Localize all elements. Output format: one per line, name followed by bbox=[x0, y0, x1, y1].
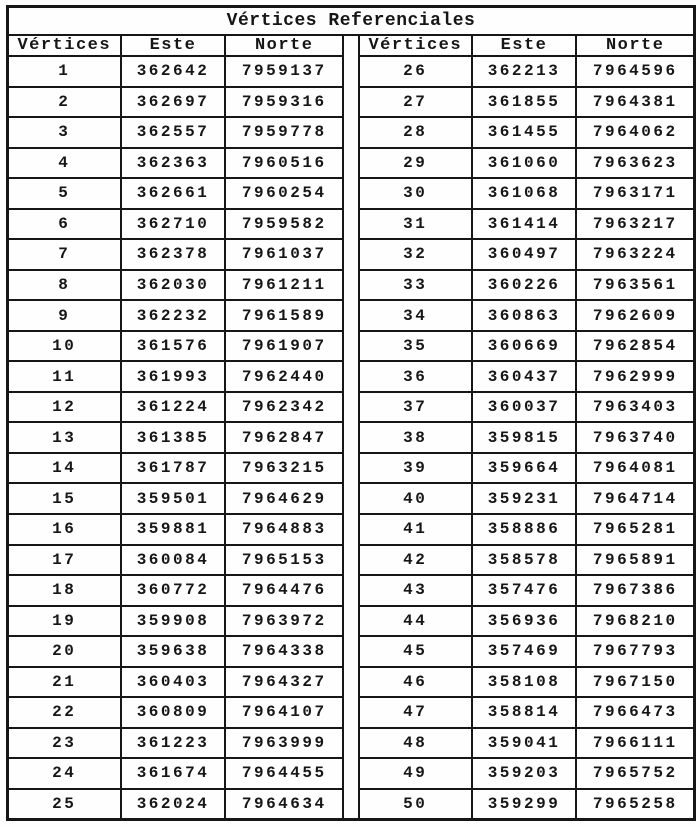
norte-cell: 7964062 bbox=[576, 117, 693, 148]
vertices-table-frame bbox=[6, 5, 696, 821]
norte-cell: 7962440 bbox=[225, 361, 342, 392]
norte-cell: 7963403 bbox=[576, 392, 693, 423]
table-divider bbox=[342, 36, 360, 818]
este-cell: 361455 bbox=[472, 117, 577, 148]
este-cell: 359908 bbox=[121, 606, 226, 637]
norte-cell: 7960254 bbox=[225, 178, 342, 209]
norte-cell: 7963215 bbox=[225, 453, 342, 484]
norte-cell: 7959582 bbox=[225, 209, 342, 240]
table-row bbox=[360, 331, 693, 362]
este-cell: 362661 bbox=[121, 178, 226, 209]
table-row bbox=[9, 300, 342, 331]
vertex-cell: 17 bbox=[9, 545, 121, 576]
norte-cell: 7966473 bbox=[576, 697, 693, 728]
vertex-cell: 20 bbox=[9, 636, 121, 667]
vertex-cell: 16 bbox=[9, 514, 121, 545]
table-row bbox=[9, 422, 342, 453]
norte-cell: 7964883 bbox=[225, 514, 342, 545]
este-cell: 362710 bbox=[121, 209, 226, 240]
vertex-cell: 22 bbox=[9, 697, 121, 728]
table-row bbox=[360, 56, 693, 87]
este-cell: 360809 bbox=[121, 697, 226, 728]
vertex-cell: 4 bbox=[9, 148, 121, 179]
este-cell: 362363 bbox=[121, 148, 226, 179]
table-row bbox=[360, 209, 693, 240]
table-row bbox=[360, 789, 693, 818]
vertex-cell: 44 bbox=[360, 606, 472, 637]
table-row bbox=[9, 667, 342, 698]
header-row bbox=[360, 36, 693, 56]
table-row bbox=[360, 300, 693, 331]
vertex-cell: 18 bbox=[9, 575, 121, 606]
este-cell: 359664 bbox=[472, 453, 577, 484]
vertex-cell: 41 bbox=[360, 514, 472, 545]
table-row bbox=[360, 392, 693, 423]
este-cell: 360772 bbox=[121, 575, 226, 606]
vertices-table-left bbox=[9, 36, 342, 818]
vertex-cell: 40 bbox=[360, 483, 472, 514]
este-cell: 362378 bbox=[121, 239, 226, 270]
tables-container bbox=[9, 36, 693, 818]
table-row bbox=[360, 758, 693, 789]
vertex-cell: 19 bbox=[9, 606, 121, 637]
table-row bbox=[360, 422, 693, 453]
este-cell: 360403 bbox=[121, 667, 226, 698]
table-row bbox=[360, 667, 693, 698]
este-cell: 356936 bbox=[472, 606, 577, 637]
table-row bbox=[360, 148, 693, 179]
norte-cell: 7965258 bbox=[576, 789, 693, 818]
vertex-cell: 7 bbox=[9, 239, 121, 270]
vertex-cell: 47 bbox=[360, 697, 472, 728]
table-row bbox=[360, 483, 693, 514]
table-row bbox=[9, 728, 342, 759]
vertex-cell: 9 bbox=[9, 300, 121, 331]
norte-cell: 7961589 bbox=[225, 300, 342, 331]
vertex-cell: 23 bbox=[9, 728, 121, 759]
table-row bbox=[9, 483, 342, 514]
norte-cell: 7964455 bbox=[225, 758, 342, 789]
este-cell: 359638 bbox=[121, 636, 226, 667]
vertex-cell: 46 bbox=[360, 667, 472, 698]
vertex-cell: 26 bbox=[360, 56, 472, 87]
table-row bbox=[9, 331, 342, 362]
vertex-cell: 25 bbox=[9, 789, 121, 818]
este-cell: 359203 bbox=[472, 758, 577, 789]
este-cell: 360669 bbox=[472, 331, 577, 362]
vertex-cell: 24 bbox=[9, 758, 121, 789]
table-row bbox=[9, 514, 342, 545]
norte-cell: 7963561 bbox=[576, 270, 693, 301]
table-row bbox=[9, 697, 342, 728]
table-row bbox=[9, 148, 342, 179]
column-header-este: Este bbox=[472, 36, 577, 56]
vertex-cell: 12 bbox=[9, 392, 121, 423]
vertex-cell: 50 bbox=[360, 789, 472, 818]
este-cell: 360497 bbox=[472, 239, 577, 270]
este-cell: 361224 bbox=[121, 392, 226, 423]
norte-cell: 7960516 bbox=[225, 148, 342, 179]
table-row bbox=[360, 606, 693, 637]
este-cell: 360437 bbox=[472, 361, 577, 392]
table-row bbox=[9, 270, 342, 301]
norte-cell: 7963171 bbox=[576, 178, 693, 209]
este-cell: 358814 bbox=[472, 697, 577, 728]
norte-cell: 7964596 bbox=[576, 56, 693, 87]
table-row bbox=[9, 789, 342, 818]
table-row bbox=[9, 392, 342, 423]
vertices-table-right bbox=[360, 36, 693, 818]
norte-cell: 7966111 bbox=[576, 728, 693, 759]
este-cell: 360037 bbox=[472, 392, 577, 423]
norte-cell: 7965153 bbox=[225, 545, 342, 576]
este-cell: 361855 bbox=[472, 87, 577, 118]
este-cell: 361060 bbox=[472, 148, 577, 179]
vertex-cell: 6 bbox=[9, 209, 121, 240]
este-cell: 359881 bbox=[121, 514, 226, 545]
vertex-cell: 36 bbox=[360, 361, 472, 392]
table-row bbox=[360, 178, 693, 209]
column-header-vertices: Vértices bbox=[9, 36, 121, 56]
table-row bbox=[9, 575, 342, 606]
table-row bbox=[360, 636, 693, 667]
norte-cell: 7967150 bbox=[576, 667, 693, 698]
norte-cell: 7965281 bbox=[576, 514, 693, 545]
table-row bbox=[360, 361, 693, 392]
este-cell: 361223 bbox=[121, 728, 226, 759]
este-cell: 359041 bbox=[472, 728, 577, 759]
norte-cell: 7963972 bbox=[225, 606, 342, 637]
table-row bbox=[360, 87, 693, 118]
norte-cell: 7967386 bbox=[576, 575, 693, 606]
norte-cell: 7962847 bbox=[225, 422, 342, 453]
norte-cell: 7959137 bbox=[225, 56, 342, 87]
norte-cell: 7965752 bbox=[576, 758, 693, 789]
norte-cell: 7959316 bbox=[225, 87, 342, 118]
este-cell: 362213 bbox=[472, 56, 577, 87]
column-header-norte: Norte bbox=[225, 36, 342, 56]
norte-cell: 7964634 bbox=[225, 789, 342, 818]
norte-cell: 7963999 bbox=[225, 728, 342, 759]
table-row bbox=[9, 117, 342, 148]
vertex-cell: 42 bbox=[360, 545, 472, 576]
table-row bbox=[9, 361, 342, 392]
vertex-cell: 10 bbox=[9, 331, 121, 362]
este-cell: 358578 bbox=[472, 545, 577, 576]
este-cell: 360084 bbox=[121, 545, 226, 576]
vertex-cell: 43 bbox=[360, 575, 472, 606]
column-header-vertices: Vértices bbox=[360, 36, 472, 56]
vertex-cell: 48 bbox=[360, 728, 472, 759]
table-row bbox=[9, 239, 342, 270]
table-row bbox=[360, 728, 693, 759]
vertex-cell: 2 bbox=[9, 87, 121, 118]
vertex-cell: 34 bbox=[360, 300, 472, 331]
table-row bbox=[360, 545, 693, 576]
table-title: Vértices Referenciales bbox=[9, 8, 693, 36]
este-cell: 359231 bbox=[472, 483, 577, 514]
vertex-cell: 38 bbox=[360, 422, 472, 453]
table-row bbox=[9, 87, 342, 118]
table-row bbox=[360, 514, 693, 545]
norte-cell: 7964107 bbox=[225, 697, 342, 728]
norte-cell: 7964629 bbox=[225, 483, 342, 514]
table-row bbox=[360, 697, 693, 728]
este-cell: 362642 bbox=[121, 56, 226, 87]
vertex-cell: 28 bbox=[360, 117, 472, 148]
vertex-cell: 5 bbox=[9, 178, 121, 209]
norte-cell: 7963740 bbox=[576, 422, 693, 453]
norte-cell: 7964381 bbox=[576, 87, 693, 118]
este-cell: 361787 bbox=[121, 453, 226, 484]
este-cell: 360226 bbox=[472, 270, 577, 301]
este-cell: 357469 bbox=[472, 636, 577, 667]
norte-cell: 7961037 bbox=[225, 239, 342, 270]
vertex-cell: 35 bbox=[360, 331, 472, 362]
este-cell: 357476 bbox=[472, 575, 577, 606]
este-cell: 361414 bbox=[472, 209, 577, 240]
vertex-cell: 37 bbox=[360, 392, 472, 423]
table-row bbox=[9, 545, 342, 576]
este-cell: 362024 bbox=[121, 789, 226, 818]
table-row bbox=[360, 453, 693, 484]
table-row bbox=[9, 178, 342, 209]
este-cell: 362557 bbox=[121, 117, 226, 148]
este-cell: 361674 bbox=[121, 758, 226, 789]
column-header-este: Este bbox=[121, 36, 226, 56]
vertex-cell: 27 bbox=[360, 87, 472, 118]
este-cell: 359815 bbox=[472, 422, 577, 453]
norte-cell: 7963217 bbox=[576, 209, 693, 240]
vertex-cell: 21 bbox=[9, 667, 121, 698]
norte-cell: 7967793 bbox=[576, 636, 693, 667]
este-cell: 361993 bbox=[121, 361, 226, 392]
vertex-cell: 33 bbox=[360, 270, 472, 301]
vertex-cell: 14 bbox=[9, 453, 121, 484]
table-row bbox=[9, 606, 342, 637]
table-row bbox=[9, 453, 342, 484]
norte-cell: 7964714 bbox=[576, 483, 693, 514]
table-row bbox=[360, 270, 693, 301]
table-row bbox=[9, 56, 342, 87]
table-row bbox=[360, 239, 693, 270]
vertex-cell: 15 bbox=[9, 483, 121, 514]
column-header-norte: Norte bbox=[576, 36, 693, 56]
vertex-cell: 30 bbox=[360, 178, 472, 209]
este-cell: 360863 bbox=[472, 300, 577, 331]
este-cell: 362232 bbox=[121, 300, 226, 331]
table-row bbox=[9, 636, 342, 667]
header-row bbox=[9, 36, 342, 56]
este-cell: 359501 bbox=[121, 483, 226, 514]
este-cell: 361068 bbox=[472, 178, 577, 209]
este-cell: 361576 bbox=[121, 331, 226, 362]
vertex-cell: 11 bbox=[9, 361, 121, 392]
vertex-cell: 29 bbox=[360, 148, 472, 179]
norte-cell: 7962999 bbox=[576, 361, 693, 392]
norte-cell: 7959778 bbox=[225, 117, 342, 148]
vertex-cell: 49 bbox=[360, 758, 472, 789]
vertex-cell: 13 bbox=[9, 422, 121, 453]
norte-cell: 7961907 bbox=[225, 331, 342, 362]
este-cell: 362030 bbox=[121, 270, 226, 301]
este-cell: 361385 bbox=[121, 422, 226, 453]
este-cell: 358886 bbox=[472, 514, 577, 545]
vertex-cell: 39 bbox=[360, 453, 472, 484]
vertex-cell: 8 bbox=[9, 270, 121, 301]
table-row bbox=[360, 575, 693, 606]
norte-cell: 7962609 bbox=[576, 300, 693, 331]
norte-cell: 7964081 bbox=[576, 453, 693, 484]
norte-cell: 7964327 bbox=[225, 667, 342, 698]
vertex-cell: 31 bbox=[360, 209, 472, 240]
norte-cell: 7963224 bbox=[576, 239, 693, 270]
este-cell: 359299 bbox=[472, 789, 577, 818]
table-row bbox=[9, 209, 342, 240]
este-cell: 362697 bbox=[121, 87, 226, 118]
norte-cell: 7961211 bbox=[225, 270, 342, 301]
norte-cell: 7962342 bbox=[225, 392, 342, 423]
table-row bbox=[9, 758, 342, 789]
vertex-cell: 3 bbox=[9, 117, 121, 148]
norte-cell: 7968210 bbox=[576, 606, 693, 637]
vertex-cell: 32 bbox=[360, 239, 472, 270]
este-cell: 358108 bbox=[472, 667, 577, 698]
norte-cell: 7964338 bbox=[225, 636, 342, 667]
norte-cell: 7963623 bbox=[576, 148, 693, 179]
norte-cell: 7965891 bbox=[576, 545, 693, 576]
vertex-cell: 45 bbox=[360, 636, 472, 667]
norte-cell: 7962854 bbox=[576, 331, 693, 362]
table-row bbox=[360, 117, 693, 148]
vertex-cell: 1 bbox=[9, 56, 121, 87]
norte-cell: 7964476 bbox=[225, 575, 342, 606]
